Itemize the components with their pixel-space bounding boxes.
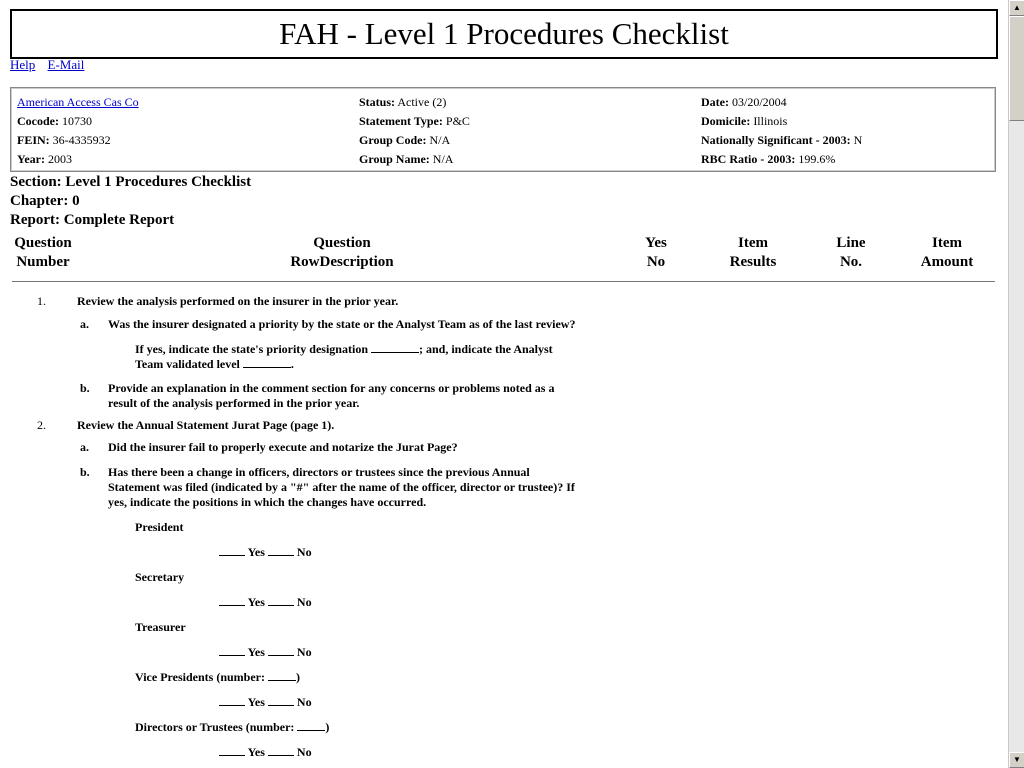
scroll-down-arrow-icon[interactable]: ▼ bbox=[1009, 752, 1024, 768]
cocode-value: 10730 bbox=[62, 114, 92, 128]
vice-presidents-label: Vice Presidents (number: ) bbox=[135, 670, 300, 684]
top-links bbox=[10, 57, 93, 73]
header-item-amount: Item Amount bbox=[920, 235, 974, 270]
question-2-text: Review the Annual Statement Jurat Page (page 1). bbox=[77, 418, 335, 432]
nationally-significant-value: N bbox=[853, 133, 863, 147]
vice-presidents-number-blank bbox=[268, 680, 296, 681]
rbc-ratio-label: RBC Ratio - 2003: bbox=[701, 152, 796, 166]
year-value: 2003 bbox=[47, 152, 72, 166]
email-link[interactable]: E-Mail bbox=[47, 57, 85, 72]
page-title: FAH - Level 1 Procedures Checklist bbox=[10, 9, 998, 59]
scrollbar-thumb[interactable] bbox=[1009, 16, 1024, 121]
company-name-link[interactable]: American Access Cas Co bbox=[17, 95, 139, 109]
header-item-results: Item Results bbox=[729, 235, 777, 270]
question-1a-letter: a. bbox=[80, 317, 89, 331]
chapter-heading: Chapter: 0 bbox=[10, 193, 80, 209]
group-name-value: N/A bbox=[432, 152, 454, 166]
info-column-right bbox=[701, 94, 862, 170]
help-link[interactable]: Help bbox=[10, 57, 36, 72]
secretary-yes-no: Yes No bbox=[219, 595, 312, 610]
report-heading: Report: Complete Report bbox=[10, 212, 175, 228]
priority-designation-blank bbox=[371, 352, 419, 353]
year-label: Year: bbox=[17, 152, 45, 166]
header-question-number: Question Number bbox=[14, 235, 72, 270]
scroll-up-arrow-icon[interactable]: ▲ bbox=[1009, 0, 1024, 16]
domicile-label: Domicile: bbox=[701, 114, 751, 128]
header-yes-no: Yes No bbox=[645, 235, 667, 270]
header-line-number: Line No. bbox=[836, 235, 866, 270]
cocode-label: Cocode: bbox=[17, 114, 59, 128]
question-1a-text: Was the insurer designated a priority by the state or the Analyst Team as of the last review? bbox=[108, 317, 576, 331]
date-label: Date: bbox=[701, 95, 729, 109]
header-divider bbox=[12, 281, 995, 282]
fein-value: 36-4335932 bbox=[52, 133, 111, 147]
secretary-label: Secretary bbox=[135, 570, 185, 584]
validated-level-blank bbox=[243, 367, 291, 368]
question-number-2: 2. bbox=[37, 418, 46, 432]
statement-type-value: P&C bbox=[445, 114, 470, 128]
question-1b-letter: b. bbox=[80, 381, 90, 395]
info-column-left bbox=[17, 94, 139, 170]
directors-trustees-label: Directors or Trustees (number: ) bbox=[135, 720, 330, 734]
header-question-row-description: Question RowDescription bbox=[290, 235, 394, 270]
info-column-middle bbox=[359, 94, 470, 170]
question-2b-text: Has there been a change in officers, directors or trustees since the previous Annual Statement was filed (indicated by a "#" after the name of the officer, director or trustee)? If yes, indicate the positions in which the changes have occurred. bbox=[108, 465, 575, 509]
status-value: Active (2) bbox=[397, 95, 447, 109]
date-value: 03/20/2004 bbox=[731, 95, 787, 109]
treasurer-label: Treasurer bbox=[135, 620, 186, 634]
treasurer-yes-no: Yes No bbox=[219, 645, 312, 660]
question-2a-text: Did the insurer fail to properly execute and notarize the Jurat Page? bbox=[108, 440, 458, 454]
directors-number-blank bbox=[297, 730, 325, 731]
domicile-value: Illinois bbox=[753, 114, 788, 128]
group-code-value: N/A bbox=[429, 133, 451, 147]
status-label: Status: bbox=[359, 95, 396, 109]
question-2a-letter: a. bbox=[80, 440, 89, 454]
vertical-scrollbar[interactable] bbox=[1008, 0, 1024, 768]
group-code-label: Group Code: bbox=[359, 133, 427, 147]
group-name-label: Group Name: bbox=[359, 152, 430, 166]
section-heading: Section: Level 1 Procedures Checklist bbox=[10, 174, 252, 190]
question-1b-text: Provide an explanation in the comment section for any concerns or problems noted as a result of the analysis performed in the prior year. bbox=[108, 381, 555, 410]
president-yes-no: Yes No bbox=[219, 545, 312, 560]
statement-type-label: Statement Type: bbox=[359, 114, 443, 128]
question-number-1: 1. bbox=[37, 294, 46, 308]
question-1a-subtext: If yes, indicate the state's priority designation ; and, indicate the Analyst Team validated level . bbox=[135, 342, 553, 371]
nationally-significant-label: Nationally Significant - 2003: bbox=[701, 133, 851, 147]
question-1-text: Review the analysis performed on the insurer in the prior year. bbox=[77, 294, 399, 308]
company-info-box bbox=[10, 87, 996, 172]
question-2b-letter: b. bbox=[80, 465, 90, 479]
fein-label: FEIN: bbox=[17, 133, 50, 147]
president-label: President bbox=[135, 520, 184, 534]
vice-presidents-yes-no: Yes No bbox=[219, 695, 312, 710]
rbc-ratio-value: 199.6% bbox=[798, 152, 836, 166]
directors-trustees-yes-no: Yes No bbox=[219, 745, 312, 760]
